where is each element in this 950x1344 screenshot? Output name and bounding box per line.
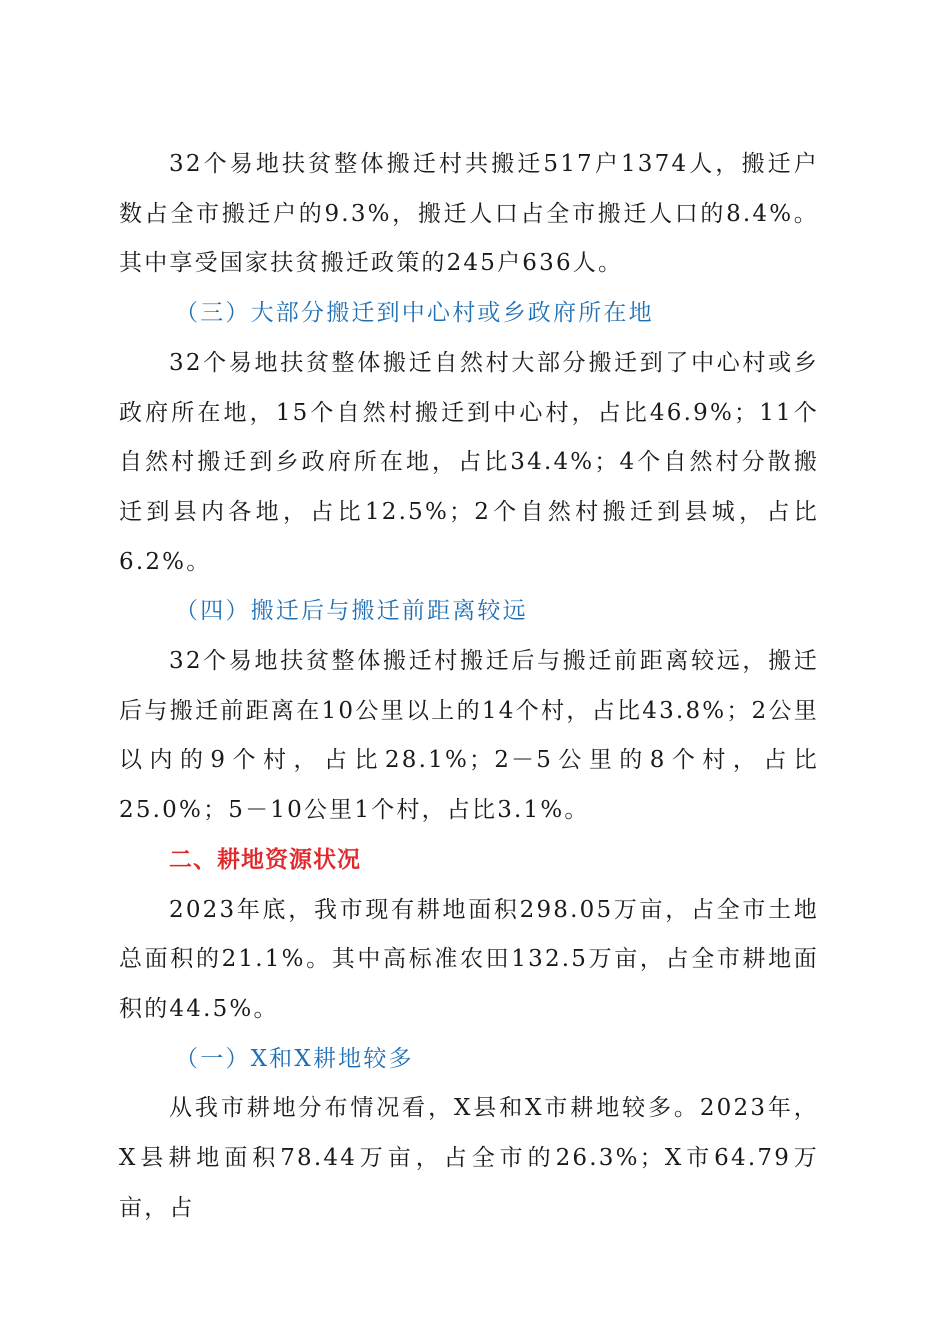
paragraph-relocation-destinations: 32个易地扶贫整体搬迁自然村大部分搬迁到了中心村或乡政府所在地，15个自然村搬迁到中心村，占比46.9%；11个自然村搬迁到乡政府所在地，占比34.4%；4个自然村分散搬迁到县内各地，占比12.5%；2个自然村搬迁到县城，占比6.2%。	[119, 349, 819, 575]
subheading-3: （三）大部分搬迁到中心村或乡政府所在地	[175, 300, 654, 327]
paragraph-farmland-overview: 2023年底，我市现有耕地面积298.05万亩，占全市土地总面积的21.1%。其中高标准农田132.5万亩，占全市耕地面积的44.5%。	[119, 896, 819, 1022]
document-page	[119, 140, 819, 1233]
subheading-1: （一）X和X耕地较多	[175, 1045, 414, 1072]
paragraph-relocation-distance: 32个易地扶贫整体搬迁村搬迁后与搬迁前距离较远，搬迁后与搬迁前距离在10公里以上的14个村，占比43.8%；2公里以内的9个村，占比28.1%；2－5公里的8个村，占比25.0%；5－10公里1个村，占比3.1%。	[119, 648, 819, 824]
subheading-4: （四）搬迁后与搬迁前距离较远	[175, 598, 528, 625]
section-heading-2: 二、耕地资源状况	[169, 846, 361, 873]
paragraph-farmland-distribution: 从我市耕地分布情况看，X县和X市耕地较多。2023年，X县耕地面积78.44万亩，占全市的26.3%；X市64.79万亩，占	[119, 1095, 819, 1221]
paragraph-relocation-totals: 32个易地扶贫整体搬迁村共搬迁517户1374人，搬迁户数占全市搬迁户的9.3%，搬迁人口占全市搬迁人口的8.4%。其中享受国家扶贫搬迁政策的245户636人。	[119, 151, 819, 277]
